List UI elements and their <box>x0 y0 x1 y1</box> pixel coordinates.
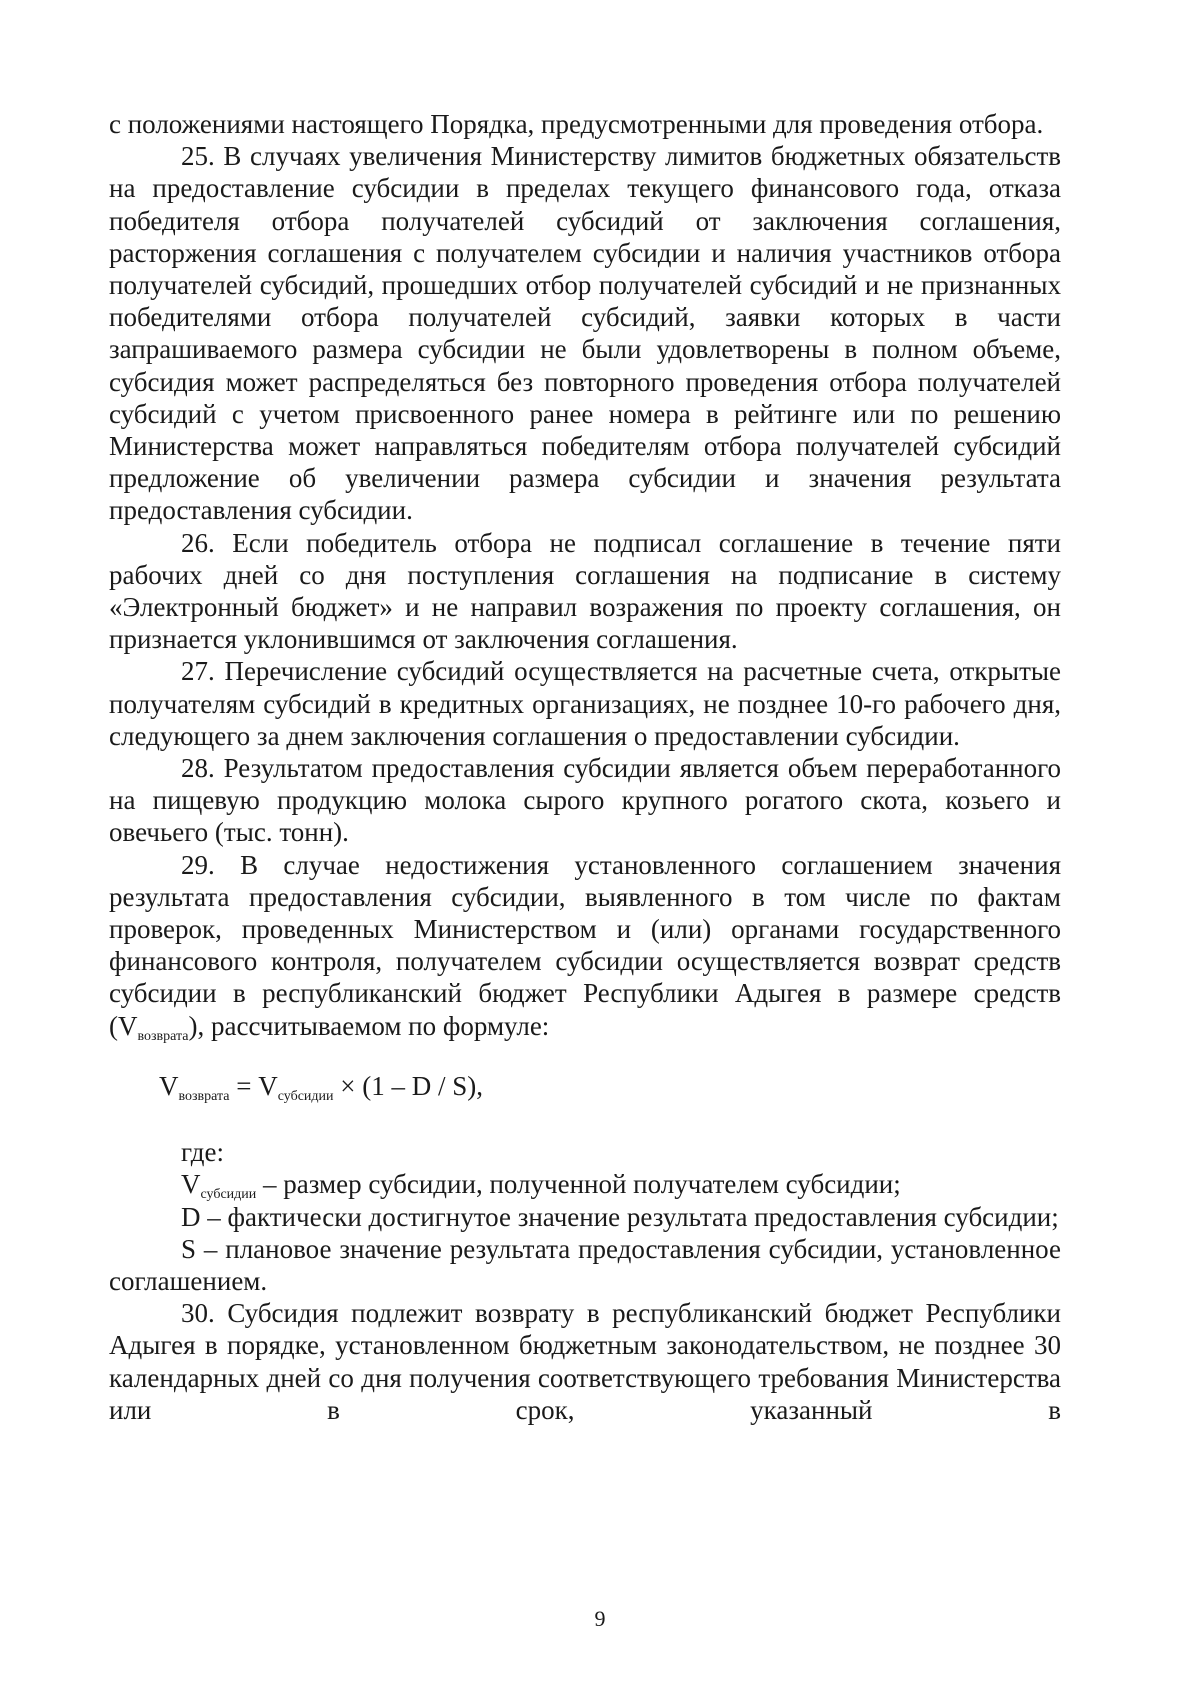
definition-subscript: субсидии <box>200 1187 257 1203</box>
paragraph-25: 25. В случаях увеличения Министерству лимитов бюджетных обязательств на предоставление субсидии в пределах текущего финансового года, отказа победителя отбора получателей субсидий от заключения соглашения, расторжения соглашения с получателем субсидии и наличия участников отбора получателей субсидий, прошедших отбор получателей субсидий и не признанных победителями отбора получателей субсидий, заявки которых в части запрашиваемого размера субсидии не были удовлетворены в полном объеме, субсидия может распределяться без повторного проведения отбора получателей субсидий с учетом присвоенного ранее номера в рейтинге или по решению Министерства может направляться победителям отбора получателей субсидий предложение об увеличении размера субсидии и значения результата предоставления субсидии. <box>109 141 1061 526</box>
paragraph-26: 26. Если победитель отбора не подписал соглашение в течение пяти рабочих дней со дня поступления соглашения на подписание в систему «Электронный бюджет» и не направил возражения по проекту соглашения, он признается уклонившимся от заключения соглашения. <box>109 527 1061 655</box>
where-label: где: <box>181 1137 224 1168</box>
paragraph-28: 28. Результатом предоставления субсидии является объем переработанного на пищевую продукцию молока сырого крупного рогатого скота, козьего и овечьего (тыс. тонн). <box>109 753 1061 848</box>
formula-sub-return: возврата <box>178 1088 230 1104</box>
paragraph-continuation: с положениями настоящего Порядка, предусмотренными для проведения отбора. <box>109 109 1044 139</box>
paragraph-27: 27. Перечисление субсидий осуществляется на расчетные счета, открытые получателям субсидий в кредитных организациях, не позднее 10-го рабочего дня, следующего за днем заключения соглашения о предоставлении субсидии. <box>109 656 1061 751</box>
definition-text: – фактически достигнутое значение результата предоставления субсидии; <box>200 1201 1059 1232</box>
formula-rest: × (1 – D / S), <box>333 1070 484 1101</box>
definition-symbol: V <box>181 1169 201 1200</box>
paragraph-29-text-end: ), рассчитываемом по формуле: <box>188 1010 550 1041</box>
definition-text: – размер субсидии, полученной получателем субсидии; <box>256 1169 901 1200</box>
definition-s <box>109 1233 1061 1297</box>
definition-d <box>109 1201 1061 1233</box>
paragraph-29 <box>109 849 1061 1042</box>
subscript-vozvrata: возврата <box>137 1028 189 1044</box>
definition-text: – плановое значение результата предоставления субсидии, установленное соглашением. <box>109 1233 1061 1296</box>
page-number: 9 <box>594 1606 606 1631</box>
definition-symbol: S <box>181 1233 197 1264</box>
paragraph-30: 30. Субсидия подлежит возврату в республиканский бюджет Республики Адыгея в порядке, установленном бюджетным законодательством, не позднее 30 календарных дней со дня получения соответствующего требования Министерства или в срок, указанный в <box>109 1298 1061 1425</box>
definition-v-subsidy <box>109 1168 1061 1203</box>
formula-sub-subsidy: субсидии <box>277 1088 334 1104</box>
definition-symbol: D <box>181 1201 201 1232</box>
formula <box>109 1070 1061 1102</box>
document-body <box>109 108 1061 1426</box>
paragraph-29-text: 29. В случае недостижения установленного соглашением значения результата предоставления субсидии, выявленного в том числе по фактам проверок, проведенных Министерством и (или) органами государственного финансового контроля, получателем субсидии осуществляется возврат средств субсидии в республиканский бюджет Республики Адыгея в размере средств (V <box>109 849 1061 1041</box>
formula-v-return: V <box>159 1070 179 1101</box>
formula-equals: = V <box>229 1070 278 1101</box>
